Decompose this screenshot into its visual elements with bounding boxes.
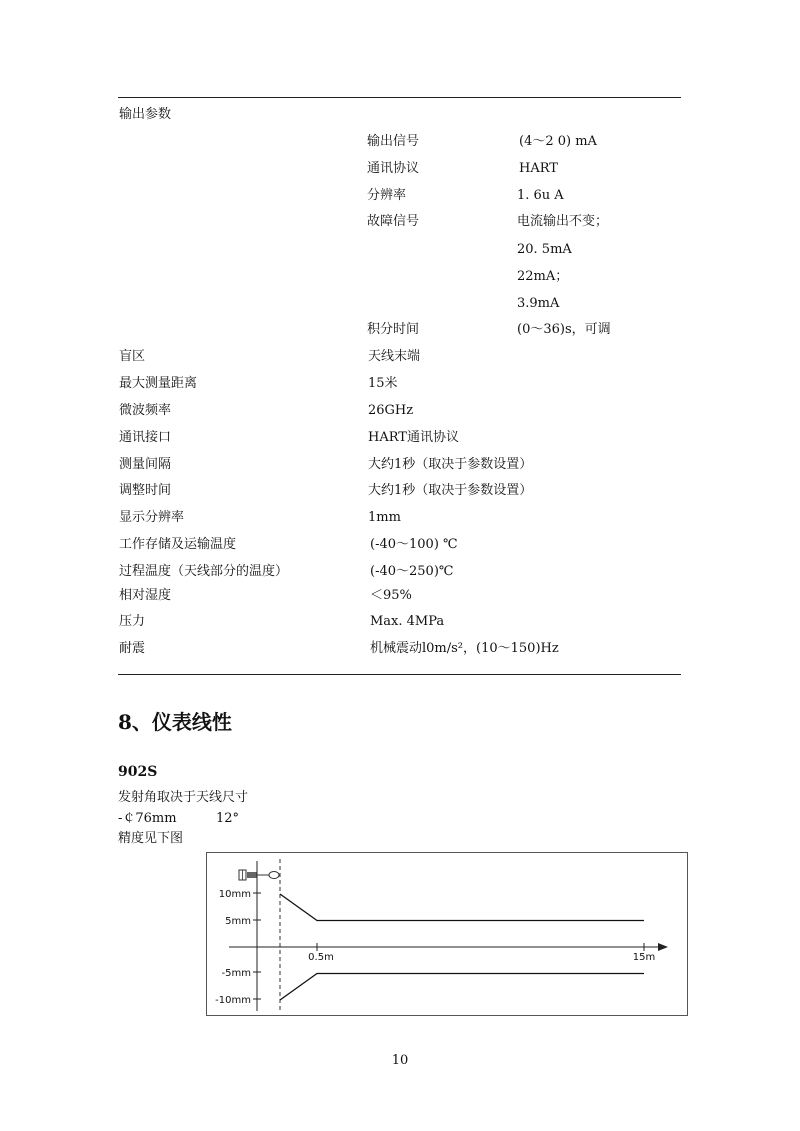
y-tick-label: 10mm (218, 889, 251, 900)
x-axis-arrow (658, 943, 668, 951)
spec-name: 调整时间 (119, 483, 172, 498)
accuracy-note-text: 精度见下图 (118, 831, 184, 846)
param-name: 通讯协议 (367, 161, 420, 176)
antenna-icon (239, 870, 279, 880)
spec-name: 工作存储及运输温度 (119, 537, 237, 552)
y-tick-label: -5mm (221, 968, 251, 979)
param-value: 3.9mA (517, 296, 560, 311)
output-params-label: 输出参数 (119, 107, 172, 122)
bottom-rule (118, 674, 681, 675)
spec-name: 最大测量距离 (119, 376, 198, 391)
param-value: (4～2 0) mA (519, 134, 597, 149)
antenna-size-text: -￠76mm (118, 811, 177, 826)
param-value: (0～36)s，可调 (517, 322, 611, 337)
param-name: 积分时间 (367, 322, 420, 337)
upper-accuracy-line (280, 894, 644, 921)
spec-value: HART通讯协议 (368, 430, 459, 445)
param-value: 20. 5mA (517, 242, 572, 257)
param-value: 1. 6u A (517, 188, 564, 203)
spec-value: 大约1秒（取决于参数设置） (368, 483, 533, 498)
spec-value: 天线末端 (368, 349, 421, 364)
spec-name: 通讯接口 (119, 430, 172, 445)
spec-value: Max. 4MPa (370, 614, 445, 629)
beam-angle-text: 发射角取决于天线尺寸 (118, 790, 249, 805)
spec-name: 相对湿度 (119, 588, 172, 603)
lower-accuracy-line (280, 974, 644, 1001)
section-heading: 8、仪表线性 (118, 710, 232, 734)
spec-value: ＜95% (370, 588, 412, 603)
spec-value: 26GHz (368, 403, 414, 418)
spec-name: 微波频率 (119, 403, 172, 418)
spec-name: 盲区 (119, 349, 146, 364)
spec-name: 显示分辨率 (119, 510, 185, 525)
spec-name: 压力 (119, 614, 146, 629)
param-name: 输出信号 (367, 134, 420, 149)
x-tick-label: 0.5m (308, 952, 334, 963)
param-value: HART (519, 161, 558, 176)
angle-value-text: 12° (216, 811, 240, 826)
accuracy-chart (206, 852, 688, 1016)
param-value: 电流输出不变； (517, 214, 609, 229)
x-tick-label: 15m (632, 952, 656, 963)
spec-value: 大约1秒（取决于参数设置） (368, 457, 533, 472)
y-tick-label: 5mm (225, 916, 251, 927)
spec-value: (-40～250)℃ (370, 564, 454, 579)
accuracy-chart-svg (207, 853, 687, 1015)
spec-value: 机械震动l0m/s²，(10～150)Hz (370, 641, 559, 656)
page-number: 10 (391, 1053, 409, 1068)
param-value: 22mA； (517, 269, 569, 284)
spec-name: 测量间隔 (119, 457, 172, 472)
spec-value: (-40～100) ℃ (370, 537, 458, 552)
param-name: 故障信号 (367, 214, 420, 229)
top-rule (118, 97, 681, 98)
spec-name: 过程温度（天线部分的温度） (119, 564, 289, 579)
y-tick-label: -10mm (215, 995, 251, 1006)
spec-value: 15米 (368, 376, 398, 391)
model-subheading: 902S (118, 764, 158, 780)
spec-name: 耐震 (119, 641, 146, 656)
spec-value: 1mm (368, 510, 401, 525)
param-name: 分辨率 (367, 188, 407, 203)
